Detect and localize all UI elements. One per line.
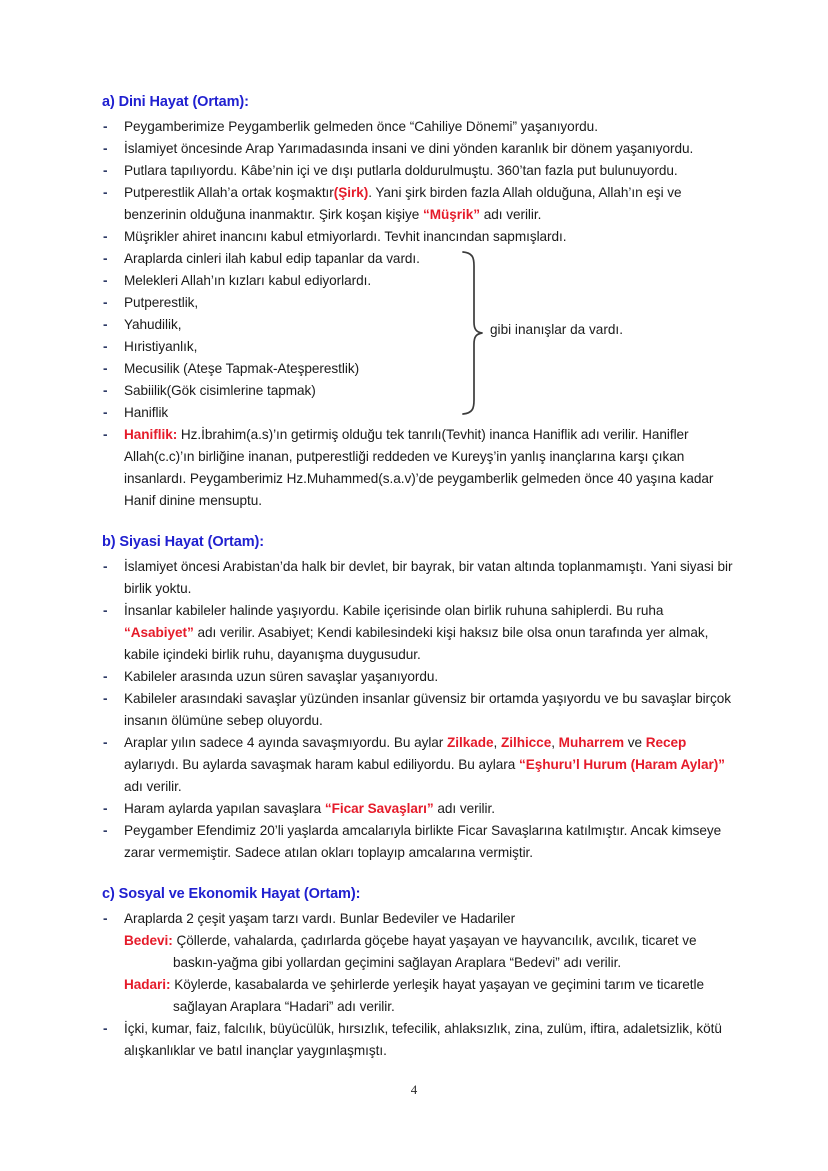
list-item-text: Hz.İbrahim(a.s)’ın getirmiş olduğu tek tanrılı(Tevhit) inanca Haniflik adı verilir. Hanifler Allah(c.c)’ın birliğine inanan, putperestliği reddeden ve Kureyş’in yanlış inançlarına karşı çıkan insanlardı. Peygamberimiz Hz.Muhammed(s.a.v)’de peygamberlik gelmeden önce 40 yaşına kadar Hanif dinine mensuptu. <box>124 427 714 508</box>
list-item <box>98 688 734 732</box>
bullet-dash-icon: - <box>103 163 108 178</box>
bullet-dash-icon: - <box>103 427 108 442</box>
bullet-dash-icon: - <box>103 185 108 200</box>
list-item-text: ve <box>624 735 646 750</box>
bullet-list-c <box>98 908 734 930</box>
list-item-text: Putlara tapılıyordu. Kâbe’nin içi ve dışı putlarla doldurulmuştu. 360’tan fazla put bulunuyordu. <box>124 163 678 178</box>
list-item <box>98 292 734 314</box>
bullet-dash-icon: - <box>103 1021 108 1036</box>
definition-text: Köylerde, kasabalarda ve şehirlerde yerleşik hayat yaşayan ve geçimini tarım ve ticaretle sağlayan Araplara “Hadari” adı verilir. <box>170 977 704 1014</box>
bullet-dash-icon: - <box>103 141 108 156</box>
section-heading-c: c) Sosyal ve Ekonomik Hayat (Ortam): <box>102 886 361 902</box>
bullet-dash-icon: - <box>103 669 108 684</box>
list-item-text: İnsanlar kabileler halinde yaşıyordu. Kabile içerisinde olan birlik ruhuna sahiplerdi. Bu ruha <box>124 603 664 618</box>
list-item-text: Peygamber Efendimiz 20’li yaşlarda amcalarıyla birlikte Ficar Savaşlarına katılmıştır. Ancak kimseye zarar vermemiştir. Sadece atılan okları toplayıp amcalarına vermiştir. <box>124 823 722 860</box>
brace-group <box>98 248 734 424</box>
bullet-dash-icon: - <box>103 273 108 288</box>
list-item-text: İçki, kumar, faiz, falcılık, büyücülük, hırsızlık, tefecilik, ahlaksızlık, zina, zulüm, iftira, adaletsizlik, kötü alışkanlıklar ve batıl inançlar yaygınlaşmıştı. <box>124 1021 722 1058</box>
emphasis-musrik: “Müşrik” <box>423 207 481 222</box>
list-item <box>98 798 734 820</box>
bullet-dash-icon: - <box>103 295 108 310</box>
section-heading-b: b) Siyasi Hayat (Ortam): <box>102 534 264 550</box>
list-item <box>98 402 734 424</box>
list-item-text: Mecusilik (Ateşe Tapmak-Ateşperestlik) <box>124 361 360 376</box>
bullet-dash-icon: - <box>103 317 108 332</box>
definition-term: Bedevi: <box>124 933 173 948</box>
list-item-text: Sabiilik(Gök cisimlerine tapmak) <box>124 383 316 398</box>
emphasis-asabiyet: “Asabiyet” <box>124 625 194 640</box>
bullet-dash-icon: - <box>103 251 108 266</box>
definition-hadari <box>98 974 734 1018</box>
emphasis-ficar-savaslari: “Ficar Savaşları” <box>324 801 434 816</box>
definition-text: Çöllerde, vahalarda, çadırlarda göçebe hayat yaşayan ve hayvancılık, avcılık, ticaret ve baskın-yağma gibi yollardan geçimini sağlayan Araplara “Bedevi” adı verilir. <box>172 933 697 970</box>
list-item-text: Müşrikler ahiret inancını kabul etmiyorlardı. Tevhit inancından sapmışlardı. <box>124 229 567 244</box>
list-item-text: Peygamberimize Peygamberlik gelmeden önce “Cahiliye Dönemi” yaşanıyordu. <box>124 119 598 134</box>
bullet-list-b <box>98 556 734 864</box>
bullet-list-a <box>98 116 734 248</box>
list-item <box>98 820 734 864</box>
bullet-dash-icon: - <box>103 801 108 816</box>
bullet-dash-icon: - <box>103 691 108 706</box>
list-item-text: Araplarda 2 çeşit yaşam tarzı vardı. Bunlar Bedeviler ve Hadariler <box>124 911 516 926</box>
bullet-dash-icon: - <box>103 383 108 398</box>
list-item <box>98 424 734 512</box>
bullet-dash-icon: - <box>103 119 108 134</box>
page-content <box>98 92 734 1062</box>
list-item <box>98 732 734 798</box>
list-item-text: , <box>493 735 501 750</box>
bullet-dash-icon: - <box>103 229 108 244</box>
list-item <box>98 380 734 402</box>
list-item <box>98 270 734 292</box>
emphasis-sirk: (Şirk) <box>333 185 369 200</box>
bullet-dash-icon: - <box>103 823 108 838</box>
list-item <box>98 358 734 380</box>
list-item-text: , <box>551 735 559 750</box>
list-item-text: . Yani şirk birden fazla Allah olduğuna, Allah’ın eşi ve benzerinin olduğuna inanmaktır. Şirk koşan kişiye <box>124 185 682 222</box>
bullet-dash-icon: - <box>103 559 108 574</box>
emphasis-zilkade: Zilkade <box>447 735 494 750</box>
list-item <box>98 314 734 336</box>
list-item-text: İslamiyet öncesinde Arap Yarımadasında insani ve dini yönden karanlık bir dönem yaşanıyordu. <box>124 141 694 156</box>
bullet-dash-icon: - <box>103 339 108 354</box>
list-item-text: adı verilir. <box>433 801 495 816</box>
bullet-dash-icon: - <box>103 735 108 750</box>
brace-label: gibi inanışlar da vardı. <box>490 322 623 337</box>
page-number: 4 <box>410 1082 418 1097</box>
list-item-text: Haniflik <box>124 405 169 420</box>
list-item <box>98 666 734 688</box>
list-item-text: Araplar yılın sadece 4 ayında savaşmıyordu. Bu aylar <box>124 735 448 750</box>
list-item-text: Kabileler arasındaki savaşlar yüzünden insanlar güvensiz bir ortamda yaşıyordu ve bu savaşlar birçok insanın ölümüne sebep oluyordu. <box>124 691 732 728</box>
list-item <box>98 138 734 160</box>
list-item-text: aylarıydı. Bu aylarda savaşmak haram kabul ediliyordu. Bu aylara <box>124 757 519 772</box>
list-item-text: adı verilir. <box>124 779 182 794</box>
emphasis-eshurul-hurum: “Eşhuru’l Hurum (Haram Aylar)” <box>518 757 725 772</box>
emphasis-recep: Recep <box>645 735 687 750</box>
list-item <box>98 226 734 248</box>
bullet-dash-icon: - <box>103 911 108 926</box>
definition-bedevi <box>98 930 734 974</box>
list-item <box>98 248 734 270</box>
bullet-dash-icon: - <box>103 603 108 618</box>
brace-item-list <box>98 248 734 424</box>
list-item-text: Melekleri Allah’ın kızları kabul ediyorlardı. <box>124 273 372 288</box>
list-item <box>98 182 734 226</box>
list-item-text: Putperestlik Allah’a ortak koşmaktır <box>124 185 334 200</box>
list-item-text: adı verilir. <box>480 207 542 222</box>
list-item-text: Haram aylarda yapılan savaşlara <box>124 801 325 816</box>
definition-term: Hadari: <box>124 977 171 992</box>
list-item-text: Kabileler arasında uzun süren savaşlar yaşanıyordu. <box>124 669 439 684</box>
list-item-text: Putperestlik, <box>124 295 199 310</box>
bullet-list-a-closing <box>98 424 734 512</box>
bullet-list-c-after <box>98 1018 734 1062</box>
section-heading-a: a) Dini Hayat (Ortam): <box>102 94 249 110</box>
list-item <box>98 336 734 358</box>
bullet-dash-icon: - <box>103 405 108 420</box>
list-item <box>98 160 734 182</box>
list-item <box>98 908 734 930</box>
bullet-dash-icon: - <box>103 361 108 376</box>
list-item-text: adı verilir. Asabiyet; Kendi kabilesindeki kişi haksız bile olsa onun tarafında yer almak, kabile içindeki birlik ruhu, dayanışma duygusudur. <box>124 625 709 662</box>
list-item <box>98 1018 734 1062</box>
emphasis-haniflik: Haniflik: <box>124 427 178 442</box>
list-item <box>98 600 734 666</box>
list-item-text: Hıristiyanlık, <box>124 339 198 354</box>
list-item <box>98 116 734 138</box>
list-item <box>98 556 734 600</box>
list-item-text: Araplarda cinleri ilah kabul edip tapanlar da vardı. <box>124 251 420 266</box>
emphasis-zilhicce: Zilhicce <box>500 735 552 750</box>
list-item-text: Yahudilik, <box>124 317 182 332</box>
emphasis-muharrem: Muharrem <box>558 735 624 750</box>
list-item-text: İslamiyet öncesi Arabistan’da halk bir devlet, bir bayrak, bir vatan altında toplanmamıştı. Yani siyasi bir birlik yoktu. <box>124 559 733 596</box>
